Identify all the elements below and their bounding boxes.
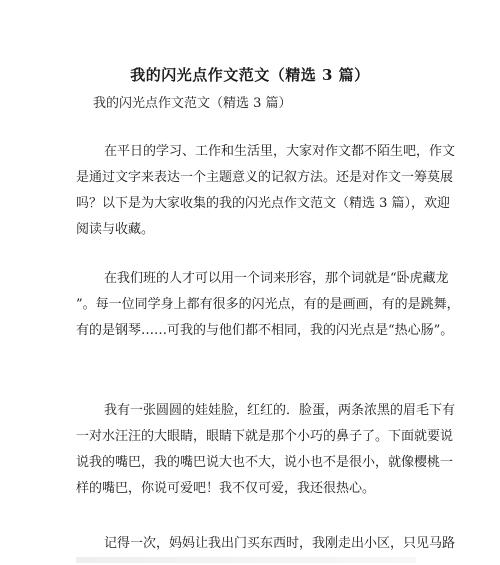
- paragraph-line: 在平日的学习、工作和生活里，大家对作文都不陌生吧，作文: [104, 144, 456, 159]
- paragraph-line: 在我们班的人才可以用一个词来形容，那个词就是“卧虎藏龙: [104, 271, 449, 286]
- paragraph-line: 样的嘴巴，你说可爱吧！我不仅可爱，我还很热心。: [76, 481, 376, 496]
- paragraph-1: [76, 139, 456, 243]
- paragraph-line: 我有一张圆圆的娃娃脸，红红的．脸蛋，两条浓黑的眉毛下有: [104, 403, 456, 418]
- paragraph-line: 是通过文字来表达一个主题意义的记叙方法。还是对作文一筹莫展: [76, 170, 454, 185]
- cut-off-text-fragment: [76, 557, 416, 563]
- paragraph-line: 阅读与收藏。: [76, 222, 155, 237]
- paragraph-4: [76, 531, 456, 557]
- paragraph-line: 吗？以下是为大家收集的我的闪光点作文范文（精选 3 篇），欢迎: [76, 196, 451, 211]
- paragraph-line: 说我的嘴巴，我的嘴巴说大也不大，说小也不是很小，就像樱桃一: [76, 455, 454, 470]
- paragraph-line: 有的是钢琴……可我的与他们都不相同，我的闪光点是“热心肠”。: [76, 323, 454, 338]
- paragraph-line: 一对水汪汪的大眼睛，眼睛下就是那个小巧的鼻子了。下面就要说: [76, 429, 454, 444]
- document-title: 我的闪光点作文范文（精选 3 篇）: [130, 66, 370, 84]
- paragraph-line: 记得一次，妈妈让我出门买东西时，我刚走出小区，只见马路: [104, 536, 456, 551]
- document-subtitle: 我的闪光点作文范文（精选 3 篇）: [93, 96, 292, 111]
- paragraph-3: [76, 398, 456, 502]
- paragraph-2: [76, 266, 460, 344]
- paragraph-line: ”。每一位同学身上都有很多的闪光点，有的是画画，有的是跳舞，: [76, 297, 460, 312]
